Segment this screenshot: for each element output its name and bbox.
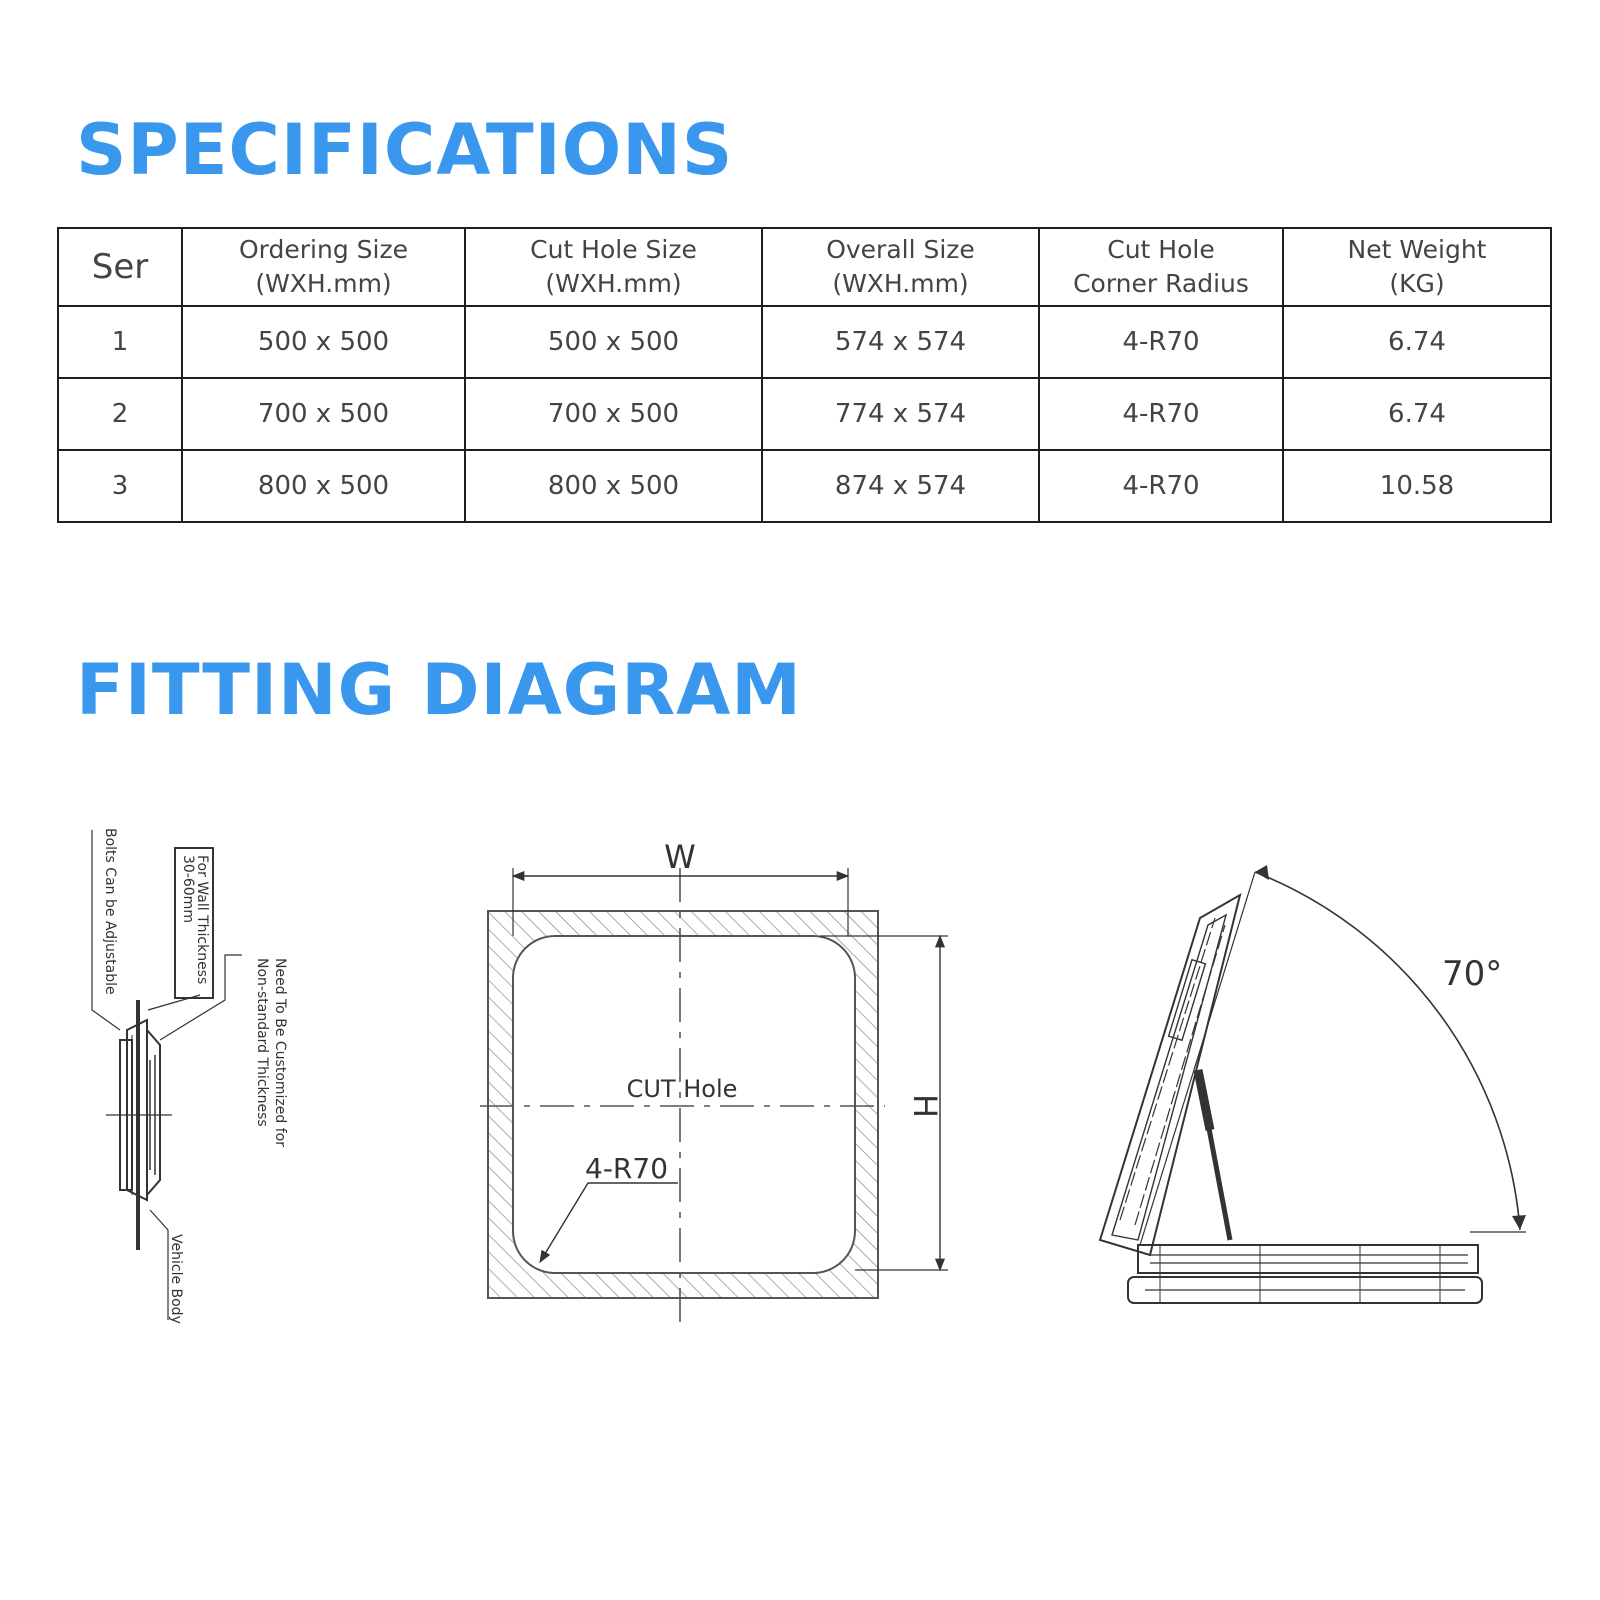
label-cut-hole: CUT Hole [626,1075,738,1103]
cell-ser: 1 [58,306,182,378]
cell-net-weight: 6.74 [1283,378,1551,450]
cell-ser: 2 [58,378,182,450]
table-row [58,306,1551,378]
cell-ser: 3 [58,450,182,522]
table-header-row [58,228,1551,306]
specifications-heading: SPECIFICATIONS [76,109,734,191]
label-bolts-adjustable: Bolts Can be Adjustable [102,828,118,995]
cell-net-weight: 6.74 [1283,306,1551,378]
cell-corner-radius: 4-R70 [1039,378,1283,450]
header-ordering-size: Ordering Size (WXH.mm) [182,228,465,306]
cell-overall-size: 874 x 574 [762,450,1039,522]
header-net-weight: Net Weight (KG) [1283,228,1551,306]
cell-overall-size: 574 x 574 [762,306,1039,378]
label-vehicle-body: Vehicle Body [168,1234,184,1324]
label-customized-1: Need To Be Customized for [272,958,288,1147]
fitting-diagram [0,780,1600,1340]
cell-cut-hole-size: 700 x 500 [465,378,762,450]
label-corner-radius: 4-R70 [585,1152,669,1185]
header-ser: Ser [58,228,182,306]
cell-cut-hole-size: 800 x 500 [465,450,762,522]
fitting-diagram-heading: FITTING DIAGRAM [76,649,802,731]
label-wall-thickness-2: 30-60mm [180,855,196,923]
cell-ordering-size: 700 x 500 [182,378,465,450]
cell-overall-size: 774 x 574 [762,378,1039,450]
cell-ordering-size: 500 x 500 [182,306,465,378]
opening-angle-drawing [1100,872,1526,1303]
cell-corner-radius: 4-R70 [1039,306,1283,378]
cell-ordering-size: 800 x 500 [182,450,465,522]
cell-cut-hole-size: 500 x 500 [465,306,762,378]
label-opening-angle: 70° [1442,954,1503,994]
label-height: H [906,1093,944,1119]
label-customized-2: Non-standard Thickness [254,958,270,1127]
cell-net-weight: 10.58 [1283,450,1551,522]
header-cut-hole-size: Cut Hole Size (WXH.mm) [465,228,762,306]
header-overall-size: Overall Size (WXH.mm) [762,228,1039,306]
cell-corner-radius: 4-R70 [1039,450,1283,522]
label-width: W [664,838,696,876]
header-corner-radius: Cut Hole Corner Radius [1039,228,1283,306]
table-row [58,450,1551,522]
specifications-table [57,227,1552,523]
label-wall-thickness-1: For Wall Thickness [194,855,210,985]
table-row [58,378,1551,450]
